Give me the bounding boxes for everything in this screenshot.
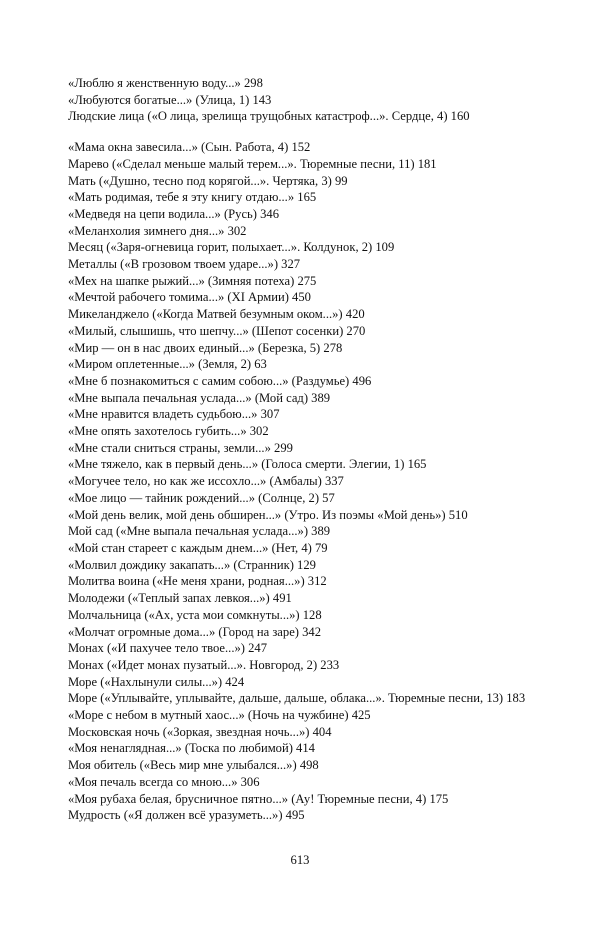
index-entry: «Молвил дождику закапать...» (Странник) 129 bbox=[68, 557, 316, 572]
index-entry: «Мне нравится владеть судьбою...» 307 bbox=[68, 407, 280, 422]
index-entry: «Мне тяжело, как в первый день...» (Голоса смерти. Элегии, 1) 165 bbox=[68, 457, 427, 472]
index-column bbox=[68, 75, 536, 824]
index-entry: Металлы («В грозовом твоем ударе...») 327 bbox=[68, 257, 301, 272]
index-entry: «Мне опять захотелось губить...» 302 bbox=[68, 424, 269, 439]
index-entry: «Моя ненаглядная...» (Тоска по любимой) 414 bbox=[68, 741, 315, 756]
index-entry: «Мой день велик, мой день обширен...» (Утро. Из поэмы «Мой день») 510 bbox=[68, 507, 468, 522]
index-entry: Монах («И пахучее тело твое...») 247 bbox=[68, 641, 267, 656]
index-entry: Людские лица («О лица, зрелища трущобных катастроф...». Сердце, 4) 160 bbox=[68, 109, 470, 124]
index-entry: «Мне б познакомиться с самим собою...» (Раздумье) 496 bbox=[68, 373, 372, 388]
index-entry: «Мечтой рабочего томима...» (XI Армии) 450 bbox=[68, 290, 311, 305]
index-entry: «Мама окна завесила...» (Сын. Работа, 4) 152 bbox=[68, 140, 311, 155]
index-entry: Месяц («Заря-огневица горит, полыхает...». Колдунок, 2) 109 bbox=[68, 240, 395, 255]
index-entry: Молитва воина («Не меня храни, родная...») 312 bbox=[68, 574, 327, 589]
index-entry: «Люблю я женственную воду...» 298 bbox=[68, 76, 263, 90]
index-entry: Монах («Идет монах пузатый...». Новгород, 2) 233 bbox=[68, 657, 340, 672]
index-entry: «Молчат огромные дома...» (Город на заре) 342 bbox=[68, 624, 322, 639]
index-entry: Море («Нахлынули силы...») 424 bbox=[68, 674, 245, 689]
index-entry: Море («Уплывайте, уплывайте, дальше, дальше, облака...». Тюремные песни, 13) 183 bbox=[68, 691, 526, 706]
index-entry: Мать («Душно, тесно под корягой...». Чертяка, 3) 99 bbox=[68, 173, 348, 188]
index-entry: «Мое лицо — тайник рождений...» (Солнце, 2) 57 bbox=[68, 490, 335, 505]
index-entry: «Любуются богатые...» (Улица, 1) 143 bbox=[68, 92, 272, 107]
index-entry: «Миром оплетенные...» (Земля, 2) 63 bbox=[68, 357, 267, 372]
index-entry: «Мой стан стареет с каждым днем...» (Нет, 4) 79 bbox=[68, 540, 328, 555]
index-entry: Мой сад («Мне выпала печальная услада...») 389 bbox=[68, 524, 331, 539]
index-entry: Марево («Сделал меньше малый терем...». Тюремные песни, 11) 181 bbox=[68, 156, 437, 171]
index-entry: «Мне выпала печальная услада...» (Мой сад) 389 bbox=[68, 390, 331, 405]
index-entry: «Моя рубаха белая, брусничное пятно...» (Ау! Тюремные песни, 4) 175 bbox=[68, 791, 449, 806]
index-entry: Московская ночь («Зоркая, звездная ночь...») 404 bbox=[68, 724, 332, 739]
index-entry: Микеланджело («Когда Матвей безумным оком...») 420 bbox=[68, 307, 365, 322]
index-entry: «Море с небом в мутный хаос...» (Ночь на чужбине) 425 bbox=[68, 708, 371, 723]
index-entry: «Мир — он в нас двоих единый...» (Березка, 5) 278 bbox=[68, 340, 343, 355]
index-entry: «Милый, слышишь, что шепчу...» (Шепот сосенки) 270 bbox=[68, 323, 366, 338]
index-entry: Мудрость («Я должен всё уразуметь...») 495 bbox=[68, 808, 305, 823]
index-entry: «Моя печаль всегда со мною...» 306 bbox=[68, 774, 260, 789]
index-entry: Молчальница («Ах, уста мои сомкнуты...») 128 bbox=[68, 607, 322, 622]
index-entry: Моя обитель («Весь мир мне улыбался...») 498 bbox=[68, 758, 319, 773]
index-entry: Молодежи («Теплый запах левкоя...») 491 bbox=[68, 591, 292, 606]
page-number: 613 bbox=[290, 853, 310, 867]
index-entry: «Мех на шапке рыжий...» (Зимняя потеха) 275 bbox=[68, 273, 317, 288]
index-entry: «Меланхолия зимнего дня...» 302 bbox=[68, 223, 247, 238]
index-entry: «Мне стали сниться страны, земли...» 299 bbox=[68, 440, 293, 455]
index-entry: «Медведя на цепи водила...» (Русь) 346 bbox=[68, 206, 280, 221]
index-entry: «Мать родимая, тебе я эту книгу отдаю...» 165 bbox=[68, 190, 317, 205]
index-entry: «Могучее тело, но как же иссохло...» (Амбалы) 337 bbox=[68, 474, 344, 489]
